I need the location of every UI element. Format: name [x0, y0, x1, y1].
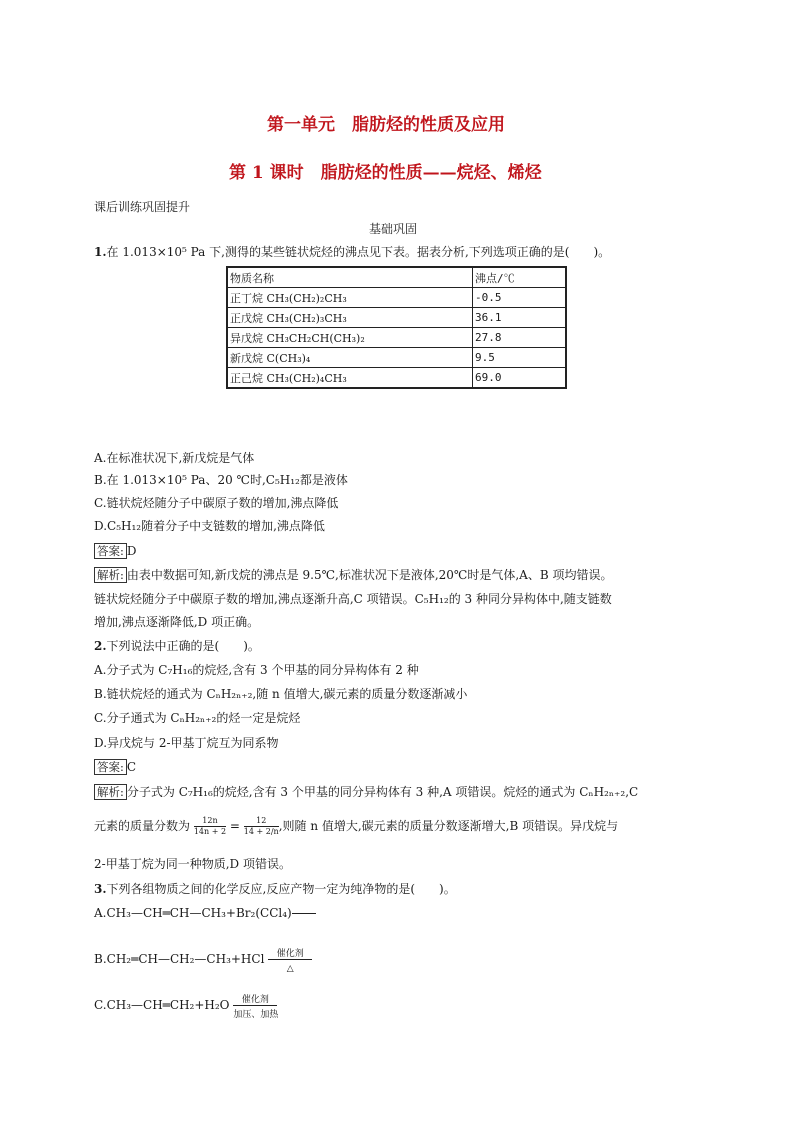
- analysis-label: 解析:: [94, 567, 127, 583]
- q1-analysis-line-3: 增加,沸点逐渐降低,D 项正确。: [94, 615, 260, 629]
- table-header-name: 物质名称: [227, 267, 473, 288]
- reaction-arrow: 催化剂 加压、加热: [233, 995, 279, 1020]
- q2-analysis-line-1: 解析: 分子式为 C₇H₁₆的烷烃,含有 3 个甲基的同分异构体有 3 种,A 项错误。烷烃的通式为 CₙH₂ₙ₊₂,C: [94, 784, 638, 800]
- q2-analysis-line-2: 元素的质量分数为 $\frac{12n}{14n + 2}$ = $\frac{12}{14 + 2/n}$ ,则随 n 值增大,碳元素的质量分数逐渐增大,B 项错误。异戊烷与: [94, 816, 619, 836]
- q2-answer: [94, 759, 136, 775]
- q3-option-a: A.CH₃—CH═CH—CH₃+Br₂(CCl₄): [94, 905, 316, 921]
- answer-label: 答案:: [94, 543, 127, 559]
- q1-option-c: C.链状烷烃随分子中碳原子数的增加,沸点降低: [94, 496, 339, 510]
- table-cell-name: 异戊烷 CH₃CH₂CH(CH₃)₂: [227, 328, 473, 348]
- table-cell-bp: 36.1: [473, 308, 567, 328]
- fraction-12n: $\frac{12n}{14n + 2}$: [193, 816, 227, 836]
- q1-answer: [94, 543, 137, 559]
- q1-option-d: D.C₅H₁₂随着分子中支链数的增加,沸点降低: [94, 519, 325, 533]
- q1-analysis-line-1: 解析: 由表中数据可知,新戊烷的沸点是 9.5℃,标准状况下是液体,20℃时是气体,A、B 项均错误。: [94, 567, 612, 583]
- answer-value: D: [126, 544, 137, 558]
- q3-option-c: C.CH₃—CH═CH₂+H₂O 催化剂 加压、加热: [94, 995, 279, 1020]
- q1-option-a: A.在标准状况下,新戊烷是气体: [94, 451, 255, 465]
- q2-option-d: D.异戊烷与 2-甲基丁烷互为同系物: [94, 736, 279, 750]
- table-cell-name: 新戊烷 C(CH₃)₄: [227, 348, 473, 368]
- reaction-arrow: [292, 913, 316, 914]
- q2-option-a: A.分子式为 C₇H₁₆的烷烃,含有 3 个甲基的同分异构体有 2 种: [94, 663, 419, 677]
- table-cell-bp: 27.8: [473, 328, 567, 348]
- boiling-point-table: [226, 266, 567, 389]
- table-cell-name: 正己烷 CH₃(CH₂)₄CH₃: [227, 368, 473, 389]
- question-1-stem: 1.在 1.013×10⁵ Pa 下,测得的某些链状烷烃的沸点见下表。据表分析,下列选项正确的是( )。: [94, 245, 611, 259]
- q1-analysis-line-2: 链状烷烃随分子中碳原子数的增加,沸点逐渐升高,C 项错误。C₅H₁₂的 3 种同分异构体中,随支链数: [94, 592, 612, 606]
- analysis-label: 解析:: [94, 784, 127, 800]
- q3-option-b: B.CH₂═CH—CH₂—CH₃+HCl 催化剂 △: [94, 951, 312, 967]
- table-row: [227, 368, 566, 389]
- answer-label: 答案:: [94, 759, 127, 775]
- subsection-heading: 基础巩固: [369, 222, 418, 236]
- q2-option-b: B.链状烷烃的通式为 CₙH₂ₙ₊₂,随 n 值增大,碳元素的质量分数逐渐减小: [94, 687, 468, 701]
- answer-value: C: [126, 760, 137, 774]
- q2-option-c: C.分子通式为 CₙH₂ₙ₊₂的烃一定是烷烃: [94, 711, 301, 725]
- table-row: [227, 288, 566, 308]
- reaction-arrow: 催化剂 △: [268, 959, 312, 960]
- q1-option-b: B.在 1.013×10⁵ Pa、20 ℃时,C₅H₁₂都是液体: [94, 473, 348, 487]
- table-row: [227, 308, 566, 328]
- table-cell-bp: 9.5: [473, 348, 567, 368]
- q2-analysis-line-3: 2-甲基丁烷为同一种物质,D 项错误。: [94, 857, 291, 871]
- table-cell-bp: 69.0: [473, 368, 567, 389]
- table-header-bp: 沸点/℃: [473, 267, 567, 288]
- table-cell-name: 正丁烷 CH₃(CH₂)₂CH₃: [227, 288, 473, 308]
- question-3-stem: 3.下列各组物质之间的化学反应,反应产物一定为纯净物的是( )。: [94, 882, 456, 896]
- table-row: [227, 348, 566, 368]
- table-header-row: [227, 267, 566, 288]
- lesson-title: 第 1 课时 脂肪烃的性质——烷烃、烯烃: [229, 163, 542, 183]
- table-row: [227, 328, 566, 348]
- table-cell-bp: -0.5: [473, 288, 567, 308]
- question-2-stem: 2.下列说法中正确的是( )。: [94, 639, 260, 653]
- unit-title: 第一单元 脂肪烃的性质及应用: [267, 115, 505, 135]
- fraction-12: $\frac{12}{14 + 2/n}$: [243, 816, 279, 836]
- section-heading: 课后训练巩固提升: [94, 200, 191, 214]
- table-cell-name: 正戊烷 CH₃(CH₂)₃CH₃: [227, 308, 473, 328]
